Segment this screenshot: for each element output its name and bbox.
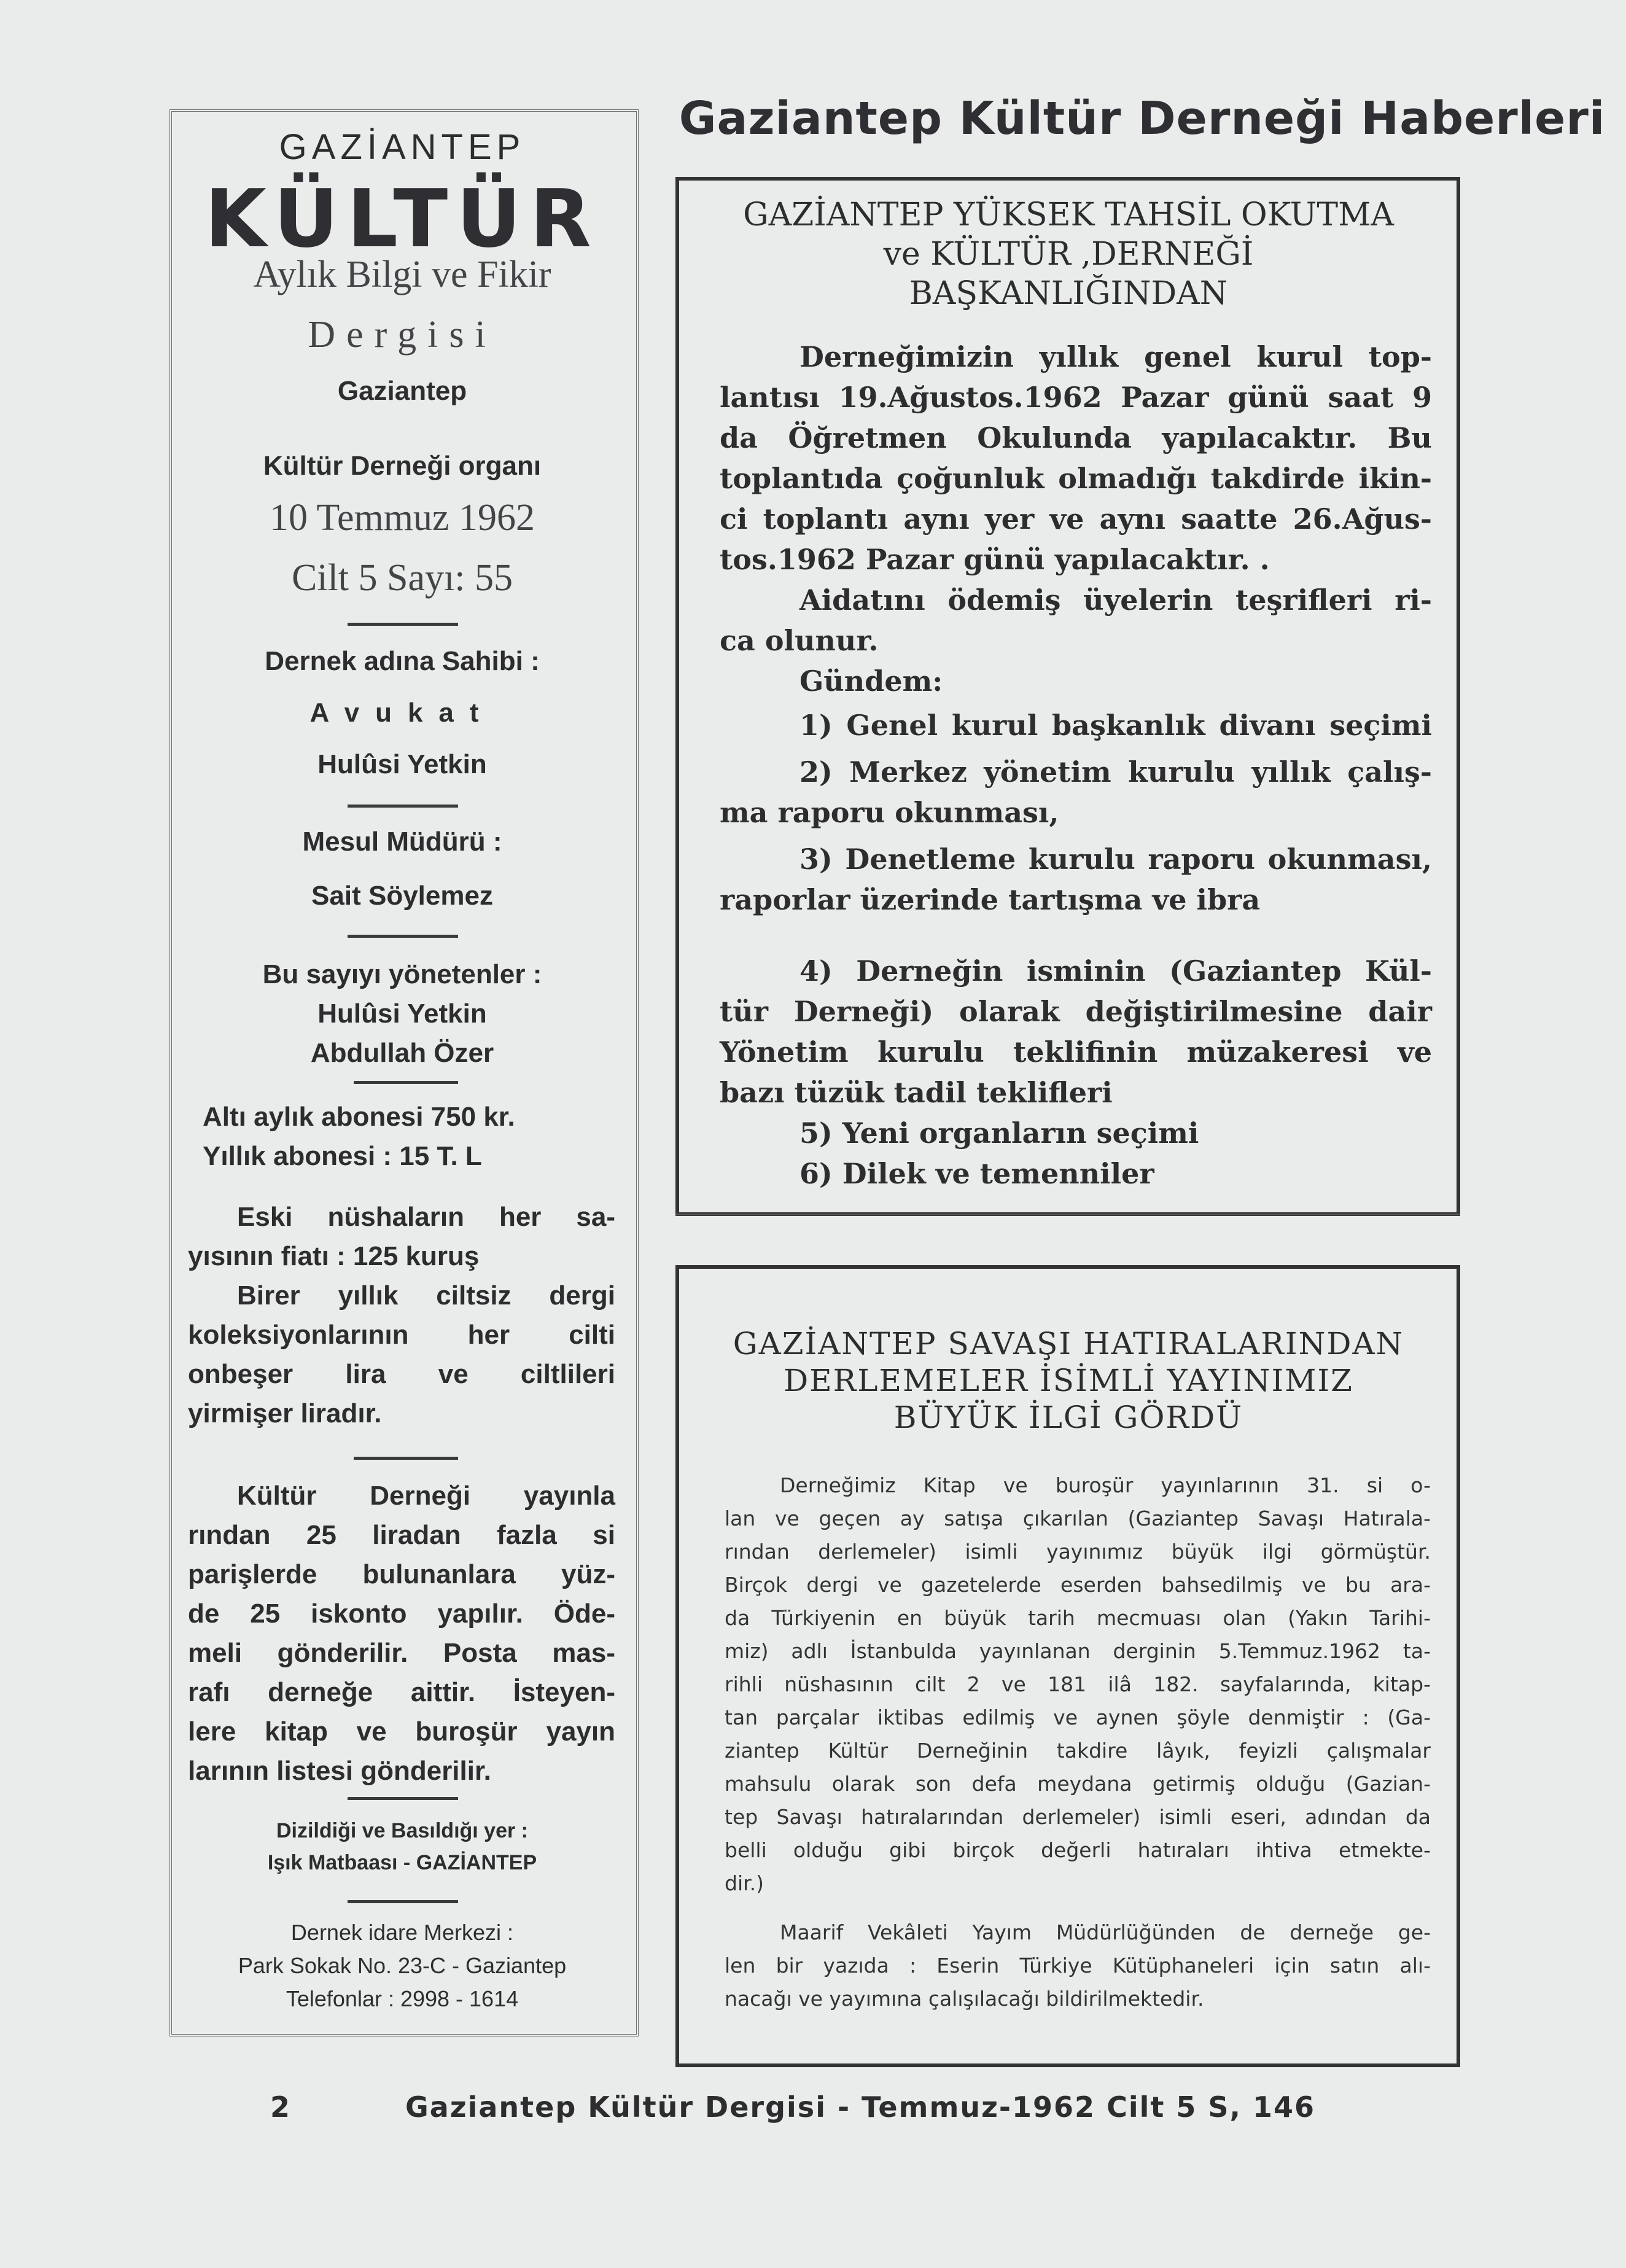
text-line: rından derlemeler) isimli yayınımız büyük ilgi görmüştür. [725, 1540, 1431, 1564]
editor-label: Mesul Müdürü : [302, 827, 502, 857]
text-line: len bir yazıda : Eserin Türkiye Kütüphaneleri için satın alı- [725, 1954, 1431, 1978]
text-line: rihli nüshasının cilt 2 ve 181 ilâ 182. sayfalarında, kitap- [725, 1672, 1431, 1696]
agenda-item: 4) Derneğin isminin (Gaziantep Kül- [799, 954, 1432, 988]
text-line: yirmişer liradır. [188, 1398, 382, 1428]
notice-box-shadow [675, 1214, 1460, 1219]
editor-name: Sait Söylemez [311, 881, 493, 911]
text-line: Derneğimiz Kitap ve buroşür yayınlarının 31. si o- [780, 1473, 1431, 1497]
text-line: lan ve geçen ay satışa çıkarılan (Gaziantep Savaşı Hatırala- [725, 1506, 1431, 1530]
text-line: Birer yıllık ciltsiz dergi [237, 1280, 615, 1311]
text-line: de 25 iskonto yapılır. Öde- [188, 1599, 615, 1629]
text-line: toplantıda çoğunluk olmadığı takdirde ikin- [720, 462, 1432, 495]
text-line: rafı derneğe aittir. İsteyen- [188, 1677, 615, 1707]
text-line: lantısı 19.Ağustos.1962 Pazar günü saat 9 [720, 381, 1432, 414]
text-line: meli gönderilir. Posta mas- [188, 1638, 615, 1668]
news-section-header: Gaziantep Kültür Derneği Haberleri [679, 92, 1606, 145]
agenda-item-cont: raporlar üzerinde tartışma ve ibra [720, 883, 1261, 916]
office-address: Park Sokak No. 23-C - Gaziantep [238, 1953, 567, 1978]
text-line: nacağı ve yayımına çalışılacağı bildirilmektedir. [725, 1987, 1204, 2011]
title-line: ve KÜLTÜR ,DERNEĞİ [883, 236, 1254, 273]
masthead-org-2: Kültür Derneği organı [263, 451, 542, 481]
text-line: tan parçalar iktibas edilmiş ve aynen şöyle denmiştir : (Ga- [725, 1705, 1431, 1729]
office-phone: Telefonlar : 2998 - 1614 [286, 1986, 519, 2011]
title-line: BÜYÜK İLGİ GÖRDÜ [893, 1400, 1243, 1435]
text-line: Aidatını ödemiş üyelerin teşrifleri ri- [799, 583, 1432, 617]
printer-label: Dizildiği ve Basıldığı yer : [276, 1819, 528, 1842]
text-line: onbeşer lira ve ciltlileri [188, 1359, 615, 1389]
divider [348, 1900, 458, 1903]
text-line: da Türkiyenin en büyük tarih mecmuası olan (Yakın Tarihi- [725, 1606, 1431, 1630]
masthead-org: Gaziantep [337, 376, 467, 406]
masthead-title: KÜLTÜR [204, 172, 600, 265]
divider [348, 805, 458, 808]
text-line: dir.) [725, 1871, 764, 1895]
text-line: miz) adlı İstanbulda yayınlanan derginin 5.Temmuz.1962 ta- [725, 1639, 1431, 1663]
publication-body [725, 1469, 1431, 2016]
text-line: rından 25 liradan fazla si [188, 1520, 615, 1550]
masthead-city: GAZİANTEP [279, 127, 526, 167]
text-line: Kültür Derneği yayınla [237, 1481, 615, 1511]
divider [348, 623, 458, 626]
text-line: mahsulu olarak son defa meydana getirmiş olduğu (Gazian- [725, 1772, 1431, 1796]
agenda-item-cont: bazı tüzük tadil teklifleri [720, 1076, 1113, 1109]
divider [354, 1081, 458, 1084]
text-line: Birçok dergi ve gazetelerde eserden bahsedilmiş ve bu ara- [725, 1573, 1431, 1597]
text-line: parişlerde bulunanlara yüz- [188, 1559, 615, 1589]
page-number: 2 [270, 2091, 292, 2124]
owner-name: Hulûsi Yetkin [317, 749, 487, 779]
subscription-yearly: Yıllık abonesi : 15 T. L [203, 1141, 482, 1171]
notice-body [720, 337, 1432, 701]
manager-name: Hulûsi Yetkin [317, 999, 487, 1029]
title-line: BAŞKANLIĞINDAN [909, 275, 1228, 312]
text-line: larının listesi gönderilir. [188, 1756, 491, 1786]
agenda-label: Gündem: [799, 664, 943, 698]
text-line: yısının fiatı : 125 kuruş [188, 1241, 480, 1271]
text-line: tep Savaşı hatıralarından derlemeler) isimli eseri, adından da [725, 1805, 1431, 1829]
text-line: ziantep Kültür Derneğinin takdire lâyık, feyizli çalışmalar [725, 1739, 1431, 1763]
subscription-six-months: Altı aylık abonesi 750 kr. [203, 1102, 515, 1132]
footer-text: Gaziantep Kültür Dergisi - Temmuz-1962 Cilt 5 S, 146 [405, 2091, 1316, 2124]
divider [354, 1457, 458, 1460]
agenda-item-cont: tür Derneği) olarak değiştirilmesine dair [720, 995, 1432, 1028]
notice-title [694, 195, 1443, 313]
text-line: lere kitap ve buroşür yayın [188, 1717, 615, 1747]
title-line: GAZİANTEP YÜKSEK TAHSİL OKUTMA [743, 197, 1394, 233]
text-line: koleksiyonlarının her cilti [188, 1320, 615, 1350]
agenda-item-cont: ma raporu okunması, [720, 796, 1059, 829]
masthead-subtitle-2: Dergisi [308, 314, 497, 356]
text-line: da Öğretmen Okulunda yapılacaktır. Bu [720, 421, 1432, 454]
text-line: Derneğimizin yıllık genel kurul top- [799, 340, 1432, 373]
issue-date: 10 Temmuz 1962 [270, 497, 535, 539]
publication-title [694, 1325, 1443, 1436]
discount-notice [188, 1476, 615, 1791]
printer-name: Işık Matbaası - GAZİANTEP [267, 1851, 537, 1874]
agenda-item: 6) Dilek ve temenniler [799, 1157, 1154, 1190]
agenda-item: 1) Genel kurul başkanlık divanı seçimi [799, 709, 1432, 742]
text-line: tos.1962 Pazar günü yapılacaktır. . [720, 543, 1270, 576]
office-label: Dernek idare Merkezi : [290, 1920, 514, 1945]
masthead-subtitle: Aylık Bilgi ve Fikir [253, 254, 551, 295]
agenda-list [720, 705, 1432, 1194]
owner-label: Dernek adına Sahibi : [265, 646, 540, 676]
title-line: GAZİANTEP SAVAŞI HATIRALARINDAN [733, 1326, 1404, 1362]
divider [348, 935, 458, 938]
text-line: ca olunur. [720, 624, 879, 657]
managers-label: Bu sayıyı yönetenler : [262, 959, 542, 989]
back-issues-notice [188, 1198, 615, 1433]
title-line: DERLEMELER İSİMLİ YAYINIMIZ [784, 1363, 1353, 1398]
text-line: ci toplantı aynı yer ve aynı saatte 26.Ağus- [720, 502, 1432, 536]
text-line: Eski nüshaların her sa- [237, 1202, 615, 1232]
agenda-item: 2) Merkez yönetim kurulu yıllık çalış- [799, 755, 1432, 789]
text-line: belli olduğu gibi birçok değerli hatıraları ihtiva etmekte- [725, 1838, 1431, 1862]
manager-name: Abdullah Özer [310, 1038, 494, 1068]
issue-volume: Cilt 5 Sayı: 55 [292, 557, 513, 599]
owner-title: Avukat [309, 698, 495, 728]
agenda-item: 5) Yeni organların seçimi [799, 1116, 1199, 1150]
divider [348, 1797, 458, 1800]
text-line: Maarif Vekâleti Yayım Müdürlüğünden de derneğe ge- [780, 1920, 1431, 1944]
agenda-item: 3) Denetleme kurulu raporu okunması, [799, 843, 1432, 876]
agenda-item-cont: Yönetim kurulu teklifinin müzakeresi ve [720, 1035, 1432, 1069]
